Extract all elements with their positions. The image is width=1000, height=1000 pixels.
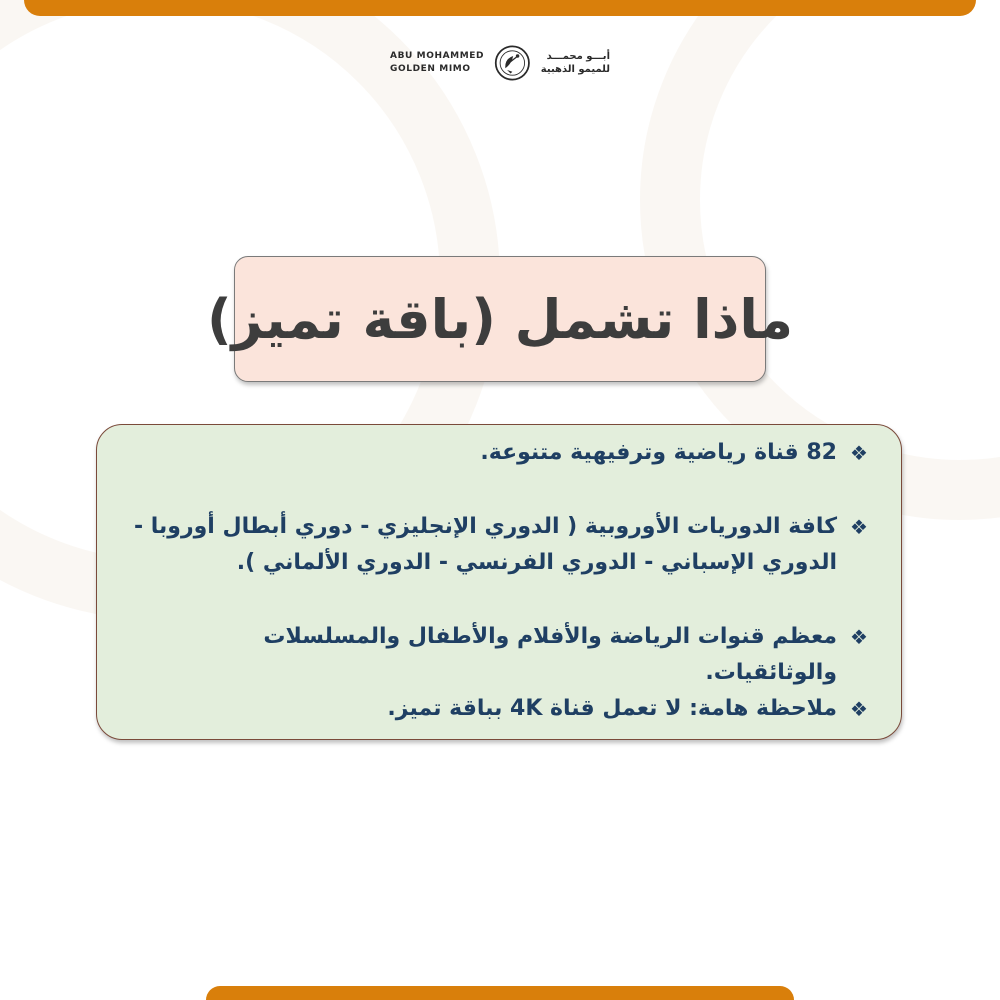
bullet-text: 82 قناة رياضية وترفيهية متنوعة. [480, 440, 837, 465]
list-item [133, 619, 873, 691]
bullet-text: معظم قنوات الرياضة والأفلام والأطفال والمسلسلات والوثائقيات. [263, 624, 837, 685]
satellite-dish-icon [494, 42, 531, 84]
page-title: ماذا تشمل (باقة تميز) [206, 287, 794, 351]
list-item [133, 435, 873, 471]
diamond-bullet-icon: ❖ [850, 515, 868, 539]
list-item [133, 509, 873, 581]
logo-english-line1: ABU MOHAMMED [390, 51, 485, 61]
title-box [206, 256, 794, 382]
logo-arabic-line2: للميمو الذهبية [540, 64, 610, 75]
list-item [133, 691, 873, 727]
logo-english-text [390, 50, 484, 76]
logo-arabic-line1: أبـــو محمـــد [546, 51, 610, 62]
diamond-bullet-icon: ❖ [850, 441, 868, 465]
logo-arabic-text [541, 50, 610, 76]
top-accent-bar [24, 0, 976, 16]
brand-logo [390, 40, 610, 86]
bullet-text: كافة الدوريات الأوروبية ( الدوري الإنجليزي - دوري أبطال أوروبا - الدوري الإسباني - الدوري الفرنسي - الدوري الألماني ). [133, 514, 837, 575]
diamond-bullet-icon: ❖ [850, 625, 868, 649]
bullet-text: ملاحظة هامة: لا تعمل قناة 4K بباقة تميز. [387, 696, 837, 721]
diamond-bullet-icon: ❖ [850, 697, 868, 721]
logo-english-line2: GOLDEN MIMO [390, 64, 471, 74]
features-box [96, 424, 902, 740]
bottom-accent-bar [206, 986, 794, 1000]
